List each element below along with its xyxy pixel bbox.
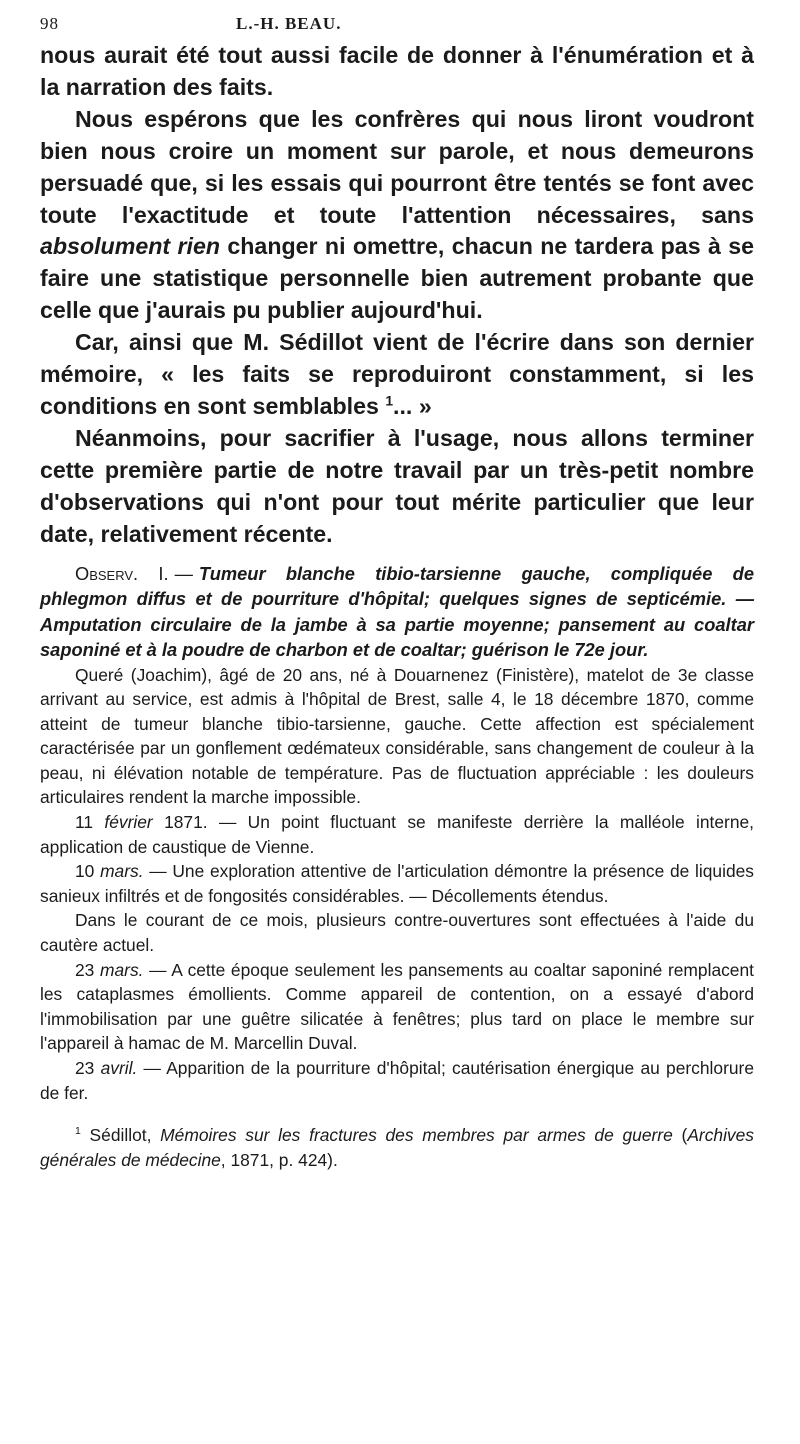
footnote-source: Archives générales de médecine — [40, 1125, 754, 1170]
observation-block — [40, 561, 754, 1106]
observation-entry: 11 février 1871. — Un point fluctuant se manifeste derrière la malléole interne, application de caustique de Vienne. — [40, 812, 754, 857]
observation-label: Observ. I. — [75, 562, 169, 584]
paragraph-1: nous aurait été tout aussi facile de donner à l'énumération et à la narration des faits. — [40, 42, 754, 100]
main-text — [40, 40, 754, 551]
observation-entry: Dans le courant de ce mois, plusieurs contre-ouvertures sont effectuées à l'aide du cautère actuel. — [40, 910, 754, 956]
running-head: L.-H. BEAU. — [236, 14, 342, 33]
paragraph-3: Car, ainsi que M. Sédillot vient de l'écrire dans son dernier mémoire, « les faits se reproduiront constamment, si les conditions en sont semblables $^1$... » — [40, 329, 754, 419]
observation-entry: 23 avril. — Apparition de la pourriture d'hôpital; cautérisation énergique au perchlorure de fer. — [40, 1058, 754, 1103]
observation-heading: Observ. I. — Tumeur blanche tibio-tarsienne gauche, compliquée de phlegmon diffus et de pourriture d'hôpital; quelques signes de septicémie. — Amputation circulaire de la jambe à sa partie moyenne; pansement au coaltar saponiné et à la poudre de charbon et de coaltar; guérison le 72e jour. — [40, 562, 754, 660]
footnote-title: Mémoires sur les fractures des membres par armes de guerre — [160, 1125, 673, 1146]
paragraph-4: Néanmoins, pour sacrifier à l'usage, nous allons terminer cette première partie de notre travail par un très-petit nombre d'observations qui n'ont pour tout mérite particulier que leur date, relativement récente. — [40, 424, 754, 547]
emphasis: absolument rien — [40, 233, 221, 260]
page-header — [40, 14, 754, 40]
paragraph-2: Nous espérons que les confrères qui nous liront voudront bien nous croire un moment sur parole, et nous demeurons persuadé que, si les essais qui pourront être tentés se font avec toute l'exactitude et toute l'attention nécessaires, sans absolument rien changer ni omettre, chacun ne tardera pas à se faire une statistique personnelle bien autrement probante que celle que j'aurais pu publier aujourd'hui. — [40, 105, 755, 324]
footnote-mark: 1 — [75, 1126, 81, 1138]
observation-intro: Queré (Joachim), âgé de 20 ans, né à Douarnenez (Finistère), matelot de 3e classe arrivant au service, est admis à l'hôpital de Brest, salle 4, le 18 décembre 1870, comme atteint de tumeur blanche tibio-tarsienne, gauche. Cette affection est spécialement caractérisée par un gonflement œdémateux considérable, sans changement de couleur à la peau, ni élévation notable de température. Pas de fluctuation appréciable : les douleurs articulaires rendent la marche impossible. — [40, 664, 754, 808]
footnote-ref[interactable]: 1 — [385, 392, 394, 409]
footnote: $^1$ Sédillot, Mémoires sur les fractures des membres par armes de guerre (Archives générales de médecine, 1871, p. 424). — [40, 1125, 754, 1170]
observation-entry: 23 mars. — A cette époque seulement les pansements au coaltar saponiné remplacent les cataplasmes émollients. Comme appareil de contention, on a essayé d'abord l'immobilisation par une guêtre silicatée à fenêtres; plus tard on place le membre sur l'appareil à hamac de M. Marcellin Duval. — [40, 959, 754, 1054]
observation-title: Tumeur blanche tibio-tarsienne gauche, compliquée de phlegmon diffus et de pourriture d'hôpital; quelques signes de septicémie. — Amputation circulaire de la jambe à sa partie moyenne; pansement au coaltar saponiné et à la poudre de charbon et de coaltar; guérison le 72e jour. — [40, 562, 754, 660]
page-number: 98 — [40, 14, 59, 33]
observation-entry: 10 mars. — Une exploration attentive de l'articulation démontre la présence de liquides sanieux infiltrés et de fongosités considérables. — Décollements étendus. — [40, 861, 754, 906]
